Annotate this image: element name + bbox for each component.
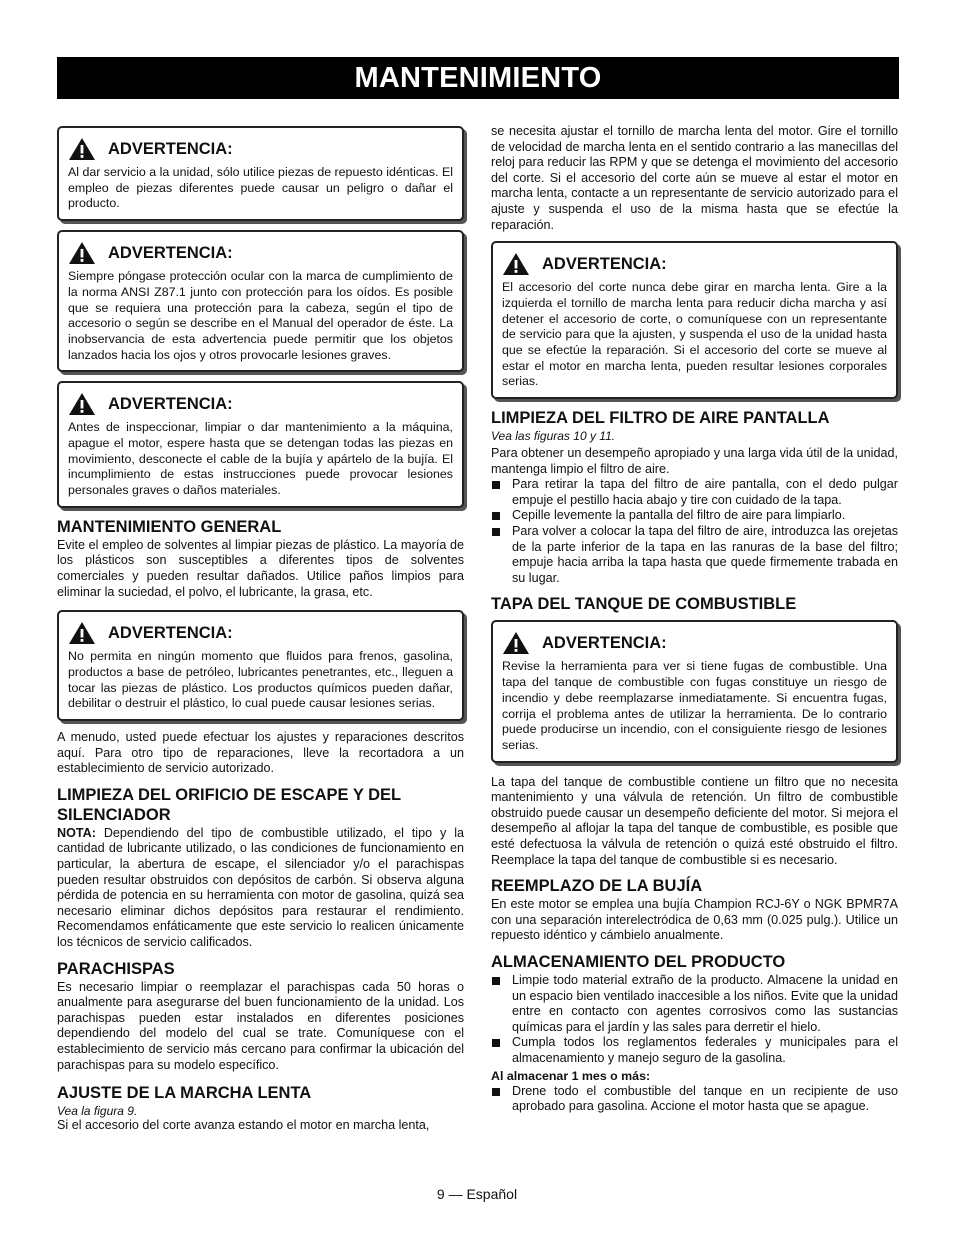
warning-box <box>57 381 464 508</box>
section-heading: REEMPLAZO DE LA BUJÍA <box>491 877 703 896</box>
section-heading: LIMPIEZA DEL FILTRO DE AIRE PANTALLA <box>491 409 830 428</box>
bullet-list <box>491 1084 898 1115</box>
note-label: NOTA: <box>57 825 96 840</box>
section-text: se necesita ajustar el tornillo de marcha lenta del motor. Gire el tornillo de velocidad de marcha lenta en el sentido contrario a las manecillas del reloj para reducir las RPM y que se detenga el movimiento del accesorio del corte. Si el accesorio del corte aún se mueve al estar el motor en marcha lenta, contacte a un representante de servicio autorizado para el ajuste y suspenda el uso de la misma hasta que se efectúe la reparación. <box>491 124 898 232</box>
list-item: Para volver a colocar la tapa del filtro de aire, introduzca las orejetas de la parte inferior de la tapa en las ranuras de la base del filtro; empuje hacia arriba la tapa hasta que quede firmemente trabada en su lugar. <box>491 524 898 586</box>
page-title: MANTENIMIENTO <box>57 57 899 99</box>
section-text: A menudo, usted puede efectuar los ajustes y reparaciones descritos aquí. Para otro tipo de reparaciones, lleve la recortadora a un establecimiento de servicio autorizado. <box>57 730 464 776</box>
warning-text: Revise la herramienta para ver si tiene fugas de combustible. Una tapa del tanque de combustible con fugas constituye un riesgo de incendio y debe reemplazarse inmediatamente. Si encuentra fugas, corrija el problema antes de utilizar la herramienta. De lo contrario puede producirse un incendio, con el consiguiente riesgo de lesiones serias. <box>502 659 887 752</box>
list-item: Para retirar la tapa del filtro de aire pantalla, con el dedo pulgar empuje el pestillo hacia abajo y tire con cuidado de la tapa. <box>491 477 898 508</box>
warning-text: Antes de inspeccionar, limpiar o dar mantenimiento a la máquina, apague el motor, espere hasta que se detengan todas las piezas en movimiento, desconecte el cable de la bujía y apártelo de la bujía. El incumplimiento de estas instrucciones puede provocar lesiones personales graves o daños materiales. <box>68 420 453 498</box>
sub-heading: Al almacenar 1 mes o más: <box>491 1068 651 1083</box>
warning-triangle-icon <box>68 241 96 265</box>
warning-triangle-icon <box>68 137 96 161</box>
section-text: Evite el empleo de solventes al limpiar piezas de plástico. La mayoría de los plásticos son susceptibles a diferentes tipos de solventes comerciales y pueden resultar dañados. Utilice paños limpios para eliminar la suciedad, el polvo, el lubricante, la grasa, etc. <box>57 537 464 599</box>
page-footer: 9 — Español <box>436 1186 518 1202</box>
warning-triangle-icon <box>502 631 530 655</box>
bullet-list <box>491 477 898 586</box>
section-heading: TAPA DEL TANQUE DE COMBUSTIBLE <box>491 595 797 614</box>
section-heading: MANTENIMIENTO GENERAL <box>57 517 282 536</box>
warning-box <box>57 610 464 721</box>
section-text: Para obtener un desempeño apropiado y una larga vida útil de la unidad, mantenga limpio el filtro de aire. <box>491 446 898 476</box>
warning-text: No permita en ningún momento que fluidos para frenos, gasolina, productos a base de petróleo, lubricantes penetrantes, etc., lleguen a tocar las piezas de plástico. Los productos químicos pueden dañar, debilitar o destruir el plástico, lo cual puede causar lesiones serias. <box>68 649 453 711</box>
warning-title: ADVERTENCIA: <box>108 243 233 262</box>
warning-triangle-icon <box>68 392 96 416</box>
warning-title: ADVERTENCIA: <box>108 139 233 158</box>
section-heading: AJUSTE DE LA MARCHA LENTA <box>57 1084 312 1103</box>
warning-box <box>491 620 898 762</box>
warning-title: ADVERTENCIA: <box>542 254 667 273</box>
warning-title: ADVERTENCIA: <box>108 623 233 642</box>
right-column <box>491 124 898 1115</box>
section-text: Es necesario limpiar o reemplazar el parachispas cada 50 horas o anualmente para asegurarse del buen funcionamiento de la unidad. Los parachispas pueden estar instalados en diferentes posiciones dependiendo del modelo del cual se trate. Comuníquese con el establecimiento de servicio más cercano para confirmar la ubicación del parachispas para su modelo específico. <box>57 979 464 1072</box>
warning-text: Siempre póngase protección ocular con la marca de cumplimiento de la norma ANSI Z87.1 junto con protección para los oídos. Es posible que se requiera una protección para la cabeza, según el tipo de accesorio o según se describe en el Manual del operador de éste. La inobservancia de esta advertencia puede permitir que los objetos lanzados hacia los ojos y otros provocarle lesiones graves. <box>68 269 453 362</box>
section-heading: PARACHISPAS <box>57 959 175 978</box>
warning-box <box>491 241 898 399</box>
list-item: Cepille levemente la pantalla del filtro de aire para limpiarlo. <box>491 508 898 524</box>
section-text: En este motor se emplea una bujía Champion RCJ-6Y o NGK BPMR7A con una separación interelectródica de 0,63 mm (0.025 pulg.). Utilice un repuesto idéntico y cámbielo anualmente. <box>491 897 898 943</box>
section-heading: ALMACENAMIENTO DEL PRODUCTO <box>491 952 786 971</box>
warning-text: El accesorio del corte nunca debe girar en marcha lenta. Gire a la izquierda el tornillo de marcha lenta para reducir dicha marcha y así detener el accesorio de corte, o comuníquese con un representante de servicio para que la ajusten, y suspenda el uso de la unidad hasta que se efectúe la reparación. Si el accesorio del corte se mueve al estar el motor en marcha lenta, pueden resultar lesiones corporales serias. <box>502 280 887 389</box>
warning-triangle-icon <box>68 621 96 645</box>
note-text: Dependiendo del tipo de combustible utilizado, el tipo y la cantidad de lubricante utilizado, o las condiciones de funcionamiento en particular, la abertura de escape, el silenciador y/o el parachispas pueden resultar obstruidos con depósitos de carbón. Si observa alguna pérdida de potencia en su herramienta con motor de gasolina, quizá sea necesario eliminar dichos depósitos para restaurar el rendimiento. Recomendamos enfáticamente que este servicio lo realicen únicamente los técnicos de servicio calificados. <box>57 825 464 949</box>
warning-title: ADVERTENCIA: <box>108 394 233 413</box>
bullet-list <box>491 973 898 1067</box>
section-heading: LIMPIEZA DEL ORIFICIO DE ESCAPE Y DEL SILENCIADOR <box>57 785 401 824</box>
list-item: Drene todo el combustible del tanque en un recipiente de uso aprobado para gasolina. Accione el motor hasta que se apague. <box>491 1084 898 1115</box>
figure-reference: Vea las figuras 10 y 11. <box>491 429 616 444</box>
warning-box <box>57 230 464 372</box>
section-text <box>57 826 464 951</box>
left-column <box>57 126 464 1134</box>
list-item: Cumpla todos los reglamentos federales y municipales para el almacenamiento y manejo seguro de la gasolina. <box>491 1035 898 1066</box>
figure-reference: Vea la figura 9. <box>57 1104 138 1119</box>
section-text: La tapa del tanque de combustible contiene un filtro que no necesita mantenimiento y una válvula de retención. Un filtro de combustible obstruido puede causar un desempeño deficiente del motor. Si mejora el desempeño al aflojar la tapa del tanque de combustible, es posible que esté defectuosa la válvula de retención o quizá esté obstruido el filtro. Reemplace la tapa del tanque de combustible si es necesario. <box>491 774 898 867</box>
section-text: Si el accesorio del corte avanza estando el motor en marcha lenta, <box>57 1118 430 1133</box>
list-item: Limpie todo material extraño de la producto. Almacene la unidad en un espacio bien ventilado inaccesible a los niños. Evite que la unidad entre en contacto con agentes corrosivos como las sustancias químicas para el jardín y las sales para derretir el hielo. <box>491 973 898 1035</box>
warning-title: ADVERTENCIA: <box>542 633 667 652</box>
warning-triangle-icon <box>502 252 530 276</box>
warning-box <box>57 126 464 221</box>
warning-text: Al dar servicio a la unidad, sólo utilice piezas de repuesto idénticas. El empleo de piezas diferentes puede causar un peligro o dañar el producto. <box>68 165 454 211</box>
